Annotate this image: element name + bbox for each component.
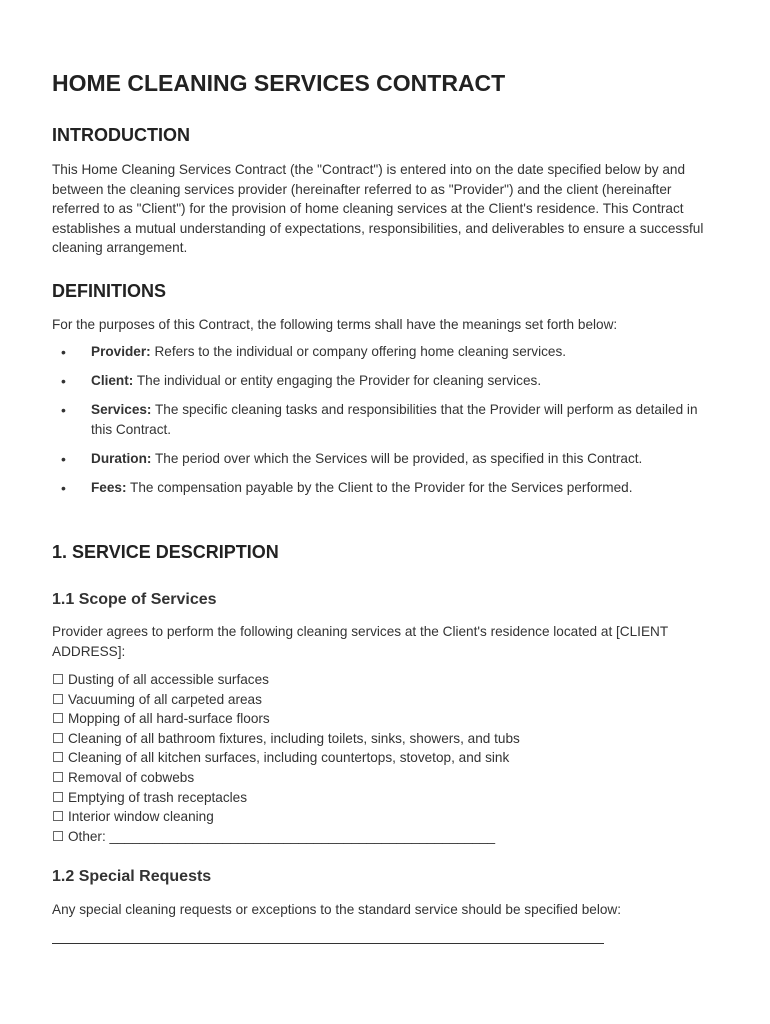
definition-item	[52, 342, 722, 362]
definition-text: Refers to the individual or company offering home cleaning services.	[154, 344, 567, 359]
definition-text: The period over which the Services will be provided, as specified in this Contract.	[154, 451, 643, 467]
checklist-item[interactable]: ☐ Interior window cleaning	[52, 809, 214, 825]
definition-item	[52, 478, 722, 498]
definitions-list	[52, 342, 722, 508]
introduction-heading: INTRODUCTION	[52, 125, 190, 145]
bullet-icon: •	[61, 402, 66, 419]
definitions-intro: For the purposes of this Contract, the following terms shall have the meanings set forth below:	[52, 317, 618, 332]
services-checklist	[52, 670, 722, 846]
definition-item	[52, 400, 722, 439]
scope-text: Provider agrees to perform the following cleaning services at the Client's residence located at [CLIENT ADDRESS]:	[52, 624, 668, 659]
checklist-item[interactable]: ☐ Mopping of all hard-surface floors	[52, 711, 270, 727]
bullet-icon: •	[61, 373, 66, 390]
special-requests-heading: 1.2 Special Requests	[52, 868, 212, 885]
definition-term: Fees:	[91, 480, 127, 496]
definition-text: The compensation payable by the Client to the Provider for the Services performed.	[130, 480, 633, 496]
checklist-item[interactable]: ☐ Dusting of all accessible surfaces	[52, 672, 269, 687]
introduction-text: This Home Cleaning Services Contract (the "Contract") is entered into on the date specified below by and between the cleaning services provider (hereinafter referred to as "Provider") and the client (hereinafter referred to as "Client") for the provision of home cleaning services at the Client's residence. This Contract establishes a mutual understanding of expectations, responsibilities, and deliverables to ensure a successful cleaning arrangement.	[52, 162, 704, 256]
bullet-icon: •	[61, 344, 66, 360]
special-requests-text: Any special cleaning requests or exceptions to the standard service should be specified below:	[52, 902, 622, 917]
definition-text: The specific cleaning tasks and responsibilities that the Provider will perform as detailed in this Contract.	[91, 402, 698, 437]
definition-term: Provider:	[91, 344, 151, 359]
definitions-heading: DEFINITIONS	[52, 281, 167, 301]
definition-term: Client:	[91, 373, 134, 389]
definition-item	[52, 449, 722, 469]
bullet-icon: •	[61, 480, 66, 497]
checklist-item[interactable]: ☐ Vacuuming of all carpeted areas	[52, 691, 262, 707]
checklist-item[interactable]: ☐ Other: ___________________________________________________	[52, 828, 496, 844]
checklist-item[interactable]: ☐ Cleaning of all kitchen surfaces, including countertops, stovetop, and sink	[52, 750, 510, 766]
document-title: HOME CLEANING SERVICES CONTRACT	[52, 70, 506, 96]
definition-term: Duration:	[91, 451, 152, 467]
service-description-heading: 1. SERVICE DESCRIPTION	[52, 542, 279, 562]
bullet-icon: •	[61, 451, 66, 468]
definition-term: Services:	[91, 402, 152, 418]
special-requests-blank-line[interactable]	[52, 943, 604, 944]
scope-heading: 1.1 Scope of Services	[52, 591, 217, 608]
checklist-item[interactable]: ☐ Emptying of trash receptacles	[52, 789, 248, 805]
definition-item	[52, 371, 722, 391]
checklist-item[interactable]: ☐ Removal of cobwebs	[52, 769, 195, 785]
checklist-item[interactable]: ☐ Cleaning of all bathroom fixtures, including toilets, sinks, showers, and tubs	[52, 730, 520, 746]
definition-text: The individual or entity engaging the Provider for cleaning services.	[136, 373, 542, 389]
